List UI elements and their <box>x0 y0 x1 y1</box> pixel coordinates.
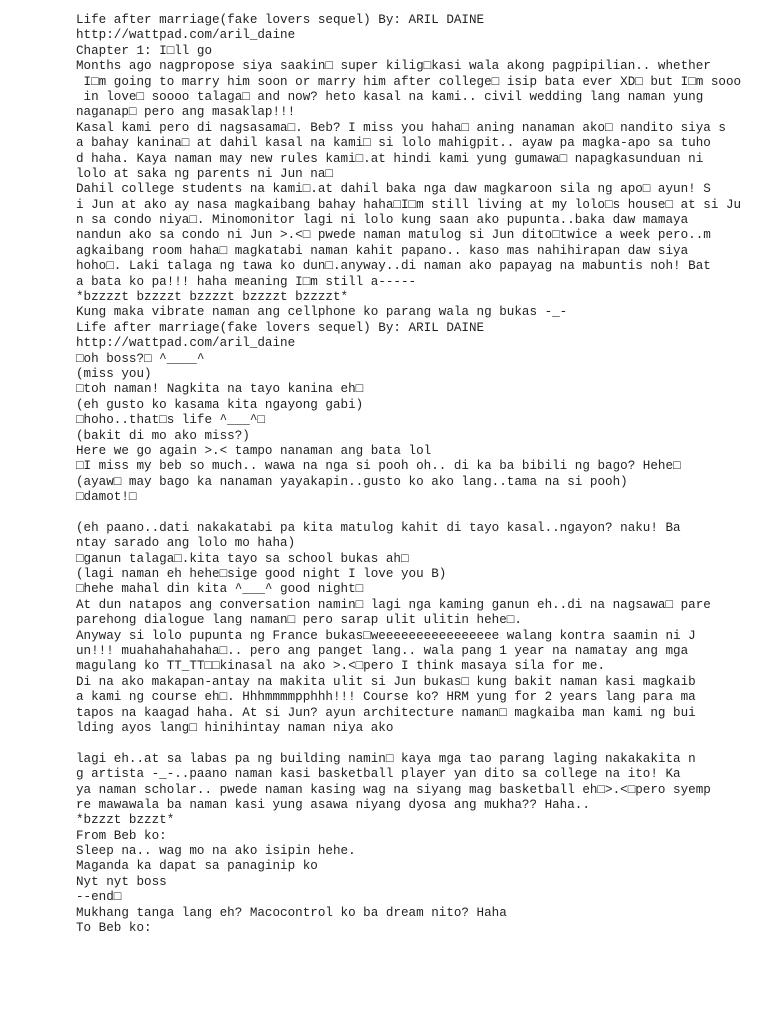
text-line: g artista -_-..paano naman kasi basketball player yan dito sa college na ito! Ka <box>76 767 681 782</box>
text-line: (bakit di mo ako miss?) <box>76 428 250 443</box>
text-line: Life after marriage(fake lovers sequel) By: ARIL DAINE <box>76 13 485 27</box>
text-line: Nyt nyt boss <box>76 874 167 889</box>
text-line: □oh boss?□ ^____^ <box>76 351 205 366</box>
text-line: (miss you) <box>76 366 152 381</box>
text-line: naganap□ pero ang masaklap!!! <box>76 105 296 120</box>
text-line: Anyway si lolo pupunta ng France bukas□weeeeeeeeeeeeeeee walang kontra saamin ni J <box>76 628 696 643</box>
text-line: a bata ko pa!!! haha meaning I□m still a----- <box>76 274 417 289</box>
text-line: Di na ako makapan-antay na makita ulit si Jun bukas□ kung bakit naman kasi magkaib <box>76 674 696 689</box>
text-line: http://wattpad.com/aril_daine <box>76 28 296 43</box>
text-line: Kasal kami pero di nagsasama□. Beb? I miss you haha□ aning nanaman ako□ nandito siya s <box>76 120 726 135</box>
text-line: (eh gusto ko kasama kita ngayong gabi) <box>76 397 364 412</box>
text-line: lding ayos lang□ hinihintay naman niya ako <box>76 720 394 735</box>
text-line: in love□ soooo talaga□ and now? heto kasal na kami.. civil wedding lang naman yung <box>76 89 704 104</box>
text-line: ya naman scholar.. pwede naman kasing wag na siyang mag basketball eh□>.<□pero syemp <box>76 782 711 797</box>
text-line: Chapter 1: I□ll go <box>76 43 213 58</box>
text-line: Months ago nagpropose siya saakin□ super kilig□kasi wala akong pagpipilian.. whether <box>76 59 711 74</box>
text-line: lagi eh..at sa labas pa ng building namin□ kaya mga tao parang laging nakakakita n <box>76 751 696 766</box>
text-line: To Beb ko: <box>76 921 152 936</box>
text-line: magulang ko TT_TT□□kinasal na ako >.<□pero I think masaya sila for me. <box>76 659 606 674</box>
text-line: a kami ng course eh□. Hhhmmmmpphhh!!! Course ko? HRM yung for 2 years lang para ma <box>76 690 696 705</box>
blank-line <box>76 736 768 751</box>
text-line: □hoho..that□s life ^___^□ <box>76 413 265 428</box>
text-line: a bahay kanina□ at dahil kasal na kami□ si lolo mahigpit.. ayaw pa magka-apo sa tuho <box>76 136 711 151</box>
text-line: Mukhang tanga lang eh? Macocontrol ko ba dream nito? Haha <box>76 905 507 920</box>
text-line: tapos na kaagad haha. At si Jun? ayun architecture naman□ magkaiba man kami ng bui <box>76 705 696 720</box>
text-line: Here we go again >.< tampo nanaman ang bata lol <box>76 443 432 458</box>
text-line: At dun natapos ang conversation namin□ lagi nga kaming ganun eh..di na nagsawa□ pare <box>76 597 711 612</box>
text-line: lolo at saka ng parents ni Jun na□ <box>76 166 333 181</box>
text-line: re mawawala ba naman kasi yung asawa niyang dyosa ang mukha?? Haha.. <box>76 797 590 812</box>
text-line: un!!! muahahahahaha□.. pero ang panget lang.. wala pang 1 year na namatay ang mga <box>76 644 689 659</box>
text-line: (ayaw□ may bago ka nanaman yayakapin..gusto ko ako lang..tama na si pooh) <box>76 474 628 489</box>
blank-line <box>76 506 768 521</box>
text-line: nandun ako sa condo ni Jun >.<□ pwede naman matulog si Jun dito□twice a week pero..m <box>76 228 711 243</box>
text-line: d haha. Kaya naman may new rules kami□.at hindi kami yung gumawa□ napagkasunduan ni <box>76 151 704 166</box>
text-line: □damot!□ <box>76 490 137 505</box>
text-line: ntay sarado ang lolo mo haha) <box>76 536 296 551</box>
text-line: http://wattpad.com/aril_daine <box>76 336 296 351</box>
text-line: *bzzzzt bzzzzt bzzzzt bzzzzt bzzzzt* <box>76 290 349 305</box>
text-line: --end□ <box>76 890 122 905</box>
text-line: □I miss my beb so much.. wawa na nga si pooh oh.. di ka ba bibili ng bago? Hehe□ <box>76 459 681 474</box>
text-line: *bzzzt bzzzt* <box>76 813 175 828</box>
text-line: (eh paano..dati nakakatabi pa kita matulog kahit di tayo kasal..ngayon? naku! Ba <box>76 520 681 535</box>
text-line: □ganun talaga□.kita tayo sa school bukas ah□ <box>76 551 409 566</box>
text-line: □toh naman! Nagkita na tayo kanina eh□ <box>76 382 364 397</box>
text-line: (lagi naman eh hehe□sige good night I love you B) <box>76 567 447 582</box>
text-line: Kung maka vibrate naman ang cellphone ko parang wala ng bukas -_- <box>76 305 568 320</box>
text-line: Life after marriage(fake lovers sequel) By: ARIL DAINE <box>76 320 485 335</box>
text-line: □hehe mahal din kita ^___^ good night□ <box>76 582 364 597</box>
text-line: hoho□. Laki talaga ng tawa ko dun□.anyway..di naman ako papayag na mabuntis noh! Bat <box>76 259 711 274</box>
text-line: From Beb ko: <box>76 828 167 843</box>
text-line: Dahil college students na kami□.at dahil baka nga daw magkaroon sila ng apo□ ayun! S <box>76 182 711 197</box>
text-line: parehong dialogue lang naman□ pero sarap ulit ulitin hehe□. <box>76 613 522 628</box>
text-line: n sa condo niya□. Minomonitor lagi ni lolo kung saan ako pupunta..baka daw mamaya <box>76 213 689 228</box>
text-line: I□m going to marry him soon or marry him after college□ isip bata ever XD□ but I□m sooo <box>76 74 742 89</box>
text-line: agkaibang room haha□ magkatabi naman kahit papano.. kaso mas nahihirapan daw siya <box>76 243 689 258</box>
text-line: i Jun at ako ay nasa magkaibang bahay haha□I□m still living at my lolo□s house□ at si Ju <box>76 197 742 212</box>
text-line: Sleep na.. wag mo na ako isipin hehe. <box>76 844 356 859</box>
text-line: Maganda ka dapat sa panaginip ko <box>76 859 318 874</box>
